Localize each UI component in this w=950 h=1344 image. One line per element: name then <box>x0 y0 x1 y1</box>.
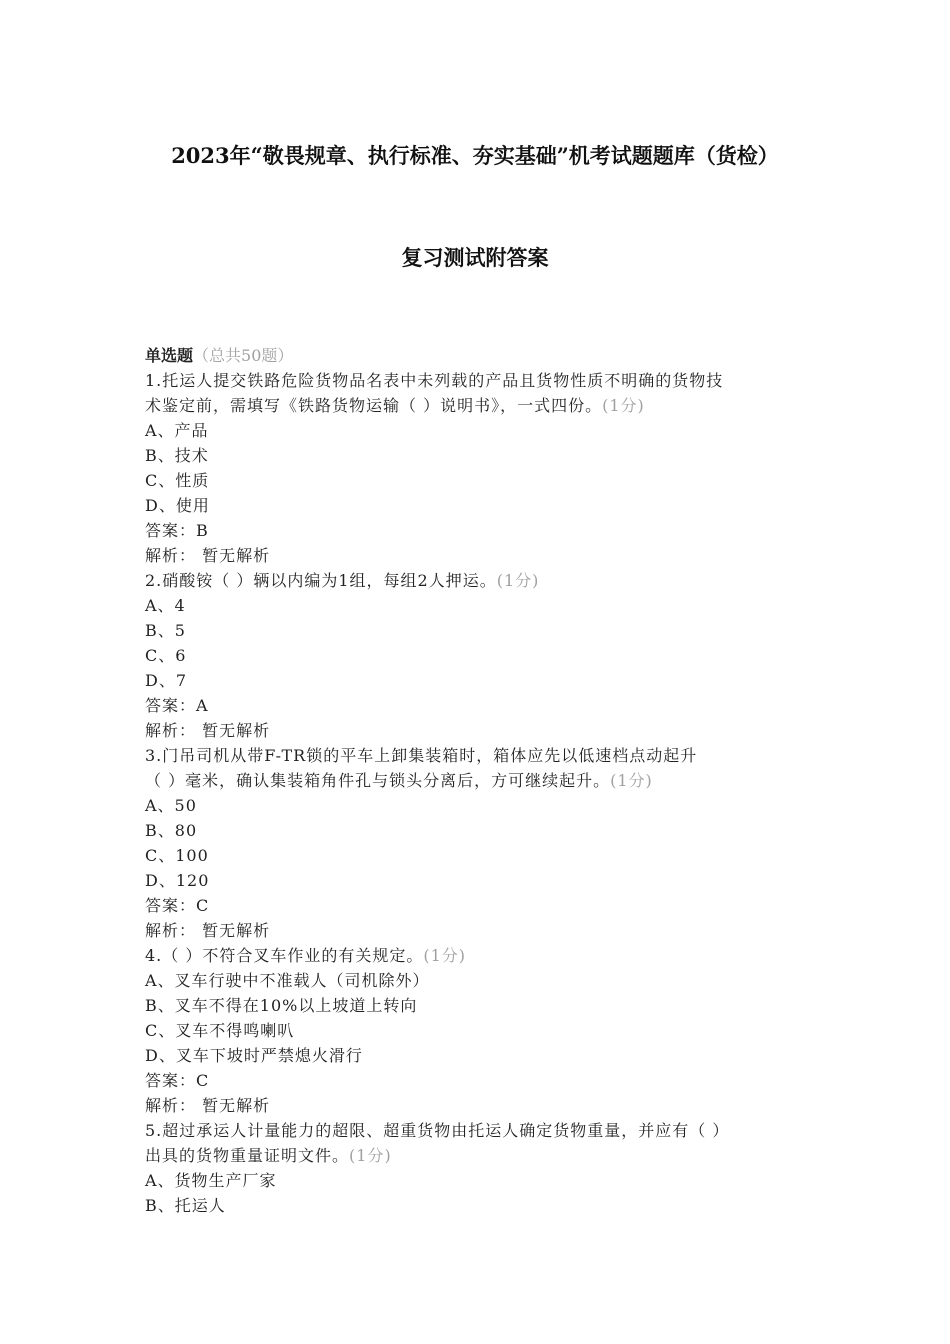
option-c: C、性质 <box>145 471 210 490</box>
question-text: 2.硝酸铵（ ）辆以内编为1组，每组2人押运。 <box>145 571 497 590</box>
question-score: (1分) <box>349 1146 392 1165</box>
question-text: （ ）毫米，确认集装箱角件孔与锁头分离后，方可继续起升。 <box>145 771 611 790</box>
document-title-line-1: 2023年“敬畏规章、执行标准、夯实基础”机考试题题库（货检） <box>171 143 779 168</box>
question-text-line: 5.超过承运人计量能力的超限、超重货物由托运人确定货物重量，并应有（ ） <box>145 1121 730 1140</box>
question-list <box>145 343 810 1218</box>
answer: 答案：C <box>145 1071 210 1090</box>
option-a: A、叉车行驶中不准载人（司机除外） <box>145 971 430 990</box>
question-text: 术鉴定前，需填写《铁路货物运输（ ）说明书》，一式四份。 <box>145 396 603 415</box>
question-text-line-last <box>145 393 810 418</box>
question-text-line-last <box>145 568 810 593</box>
option-a: A、产品 <box>145 421 209 440</box>
question-4 <box>145 943 810 1118</box>
question-text: 4.（ ）不符合叉车作业的有关规定。 <box>145 946 424 965</box>
option-a: A、50 <box>145 796 197 815</box>
question-text-line: 3.门吊司机从带F-TR锁的平车上卸集装箱时，箱体应先以低速档点动起升 <box>145 746 698 765</box>
option-c: C、100 <box>145 846 209 865</box>
explanation: 解析： 暂无解析 <box>145 1096 271 1115</box>
question-text-line-last <box>145 943 810 968</box>
option-d: D、7 <box>145 671 188 690</box>
option-a: A、货物生产厂家 <box>145 1171 277 1190</box>
question-score: (1分) <box>610 771 653 790</box>
question-text-line-last <box>145 1143 810 1168</box>
question-1 <box>145 368 810 568</box>
option-d: D、叉车下坡时严禁熄火滑行 <box>145 1046 363 1065</box>
explanation: 解析： 暂无解析 <box>145 721 271 740</box>
option-d: D、120 <box>145 871 210 890</box>
option-b: B、技术 <box>145 446 209 465</box>
option-c: C、叉车不得鸣喇叭 <box>145 1021 295 1040</box>
option-b: B、托运人 <box>145 1196 226 1215</box>
document-title-line-2: 复习测试附答案 <box>401 245 549 270</box>
section-label: 单选题 <box>145 346 194 365</box>
option-b: B、叉车不得在10%以上坡道上转向 <box>145 996 418 1015</box>
question-2 <box>145 568 810 743</box>
question-text-line-last <box>145 768 810 793</box>
question-score: (1分) <box>423 946 467 965</box>
explanation: 解析： 暂无解析 <box>145 921 271 940</box>
option-b: B、80 <box>145 821 198 840</box>
section-header <box>145 343 810 368</box>
option-c: C、6 <box>145 646 187 665</box>
question-score: (1分) <box>496 571 540 590</box>
explanation: 解析： 暂无解析 <box>145 546 271 565</box>
option-a: A、4 <box>145 596 186 615</box>
question-score: (1分) <box>602 396 645 415</box>
option-b: B、5 <box>145 621 186 640</box>
answer: 答案：A <box>145 696 209 715</box>
section-count: （总共50题） <box>193 346 294 365</box>
answer: 答案：B <box>145 521 209 540</box>
question-5 <box>145 1118 810 1218</box>
question-text-line: 1.托运人提交铁路危险货物品名表中未列载的产品且货物性质不明确的货物技 <box>145 371 724 390</box>
question-3 <box>145 743 810 943</box>
option-d: D、使用 <box>145 496 210 515</box>
question-text: 出具的货物重量证明文件。 <box>145 1146 350 1165</box>
answer: 答案：C <box>145 896 210 915</box>
